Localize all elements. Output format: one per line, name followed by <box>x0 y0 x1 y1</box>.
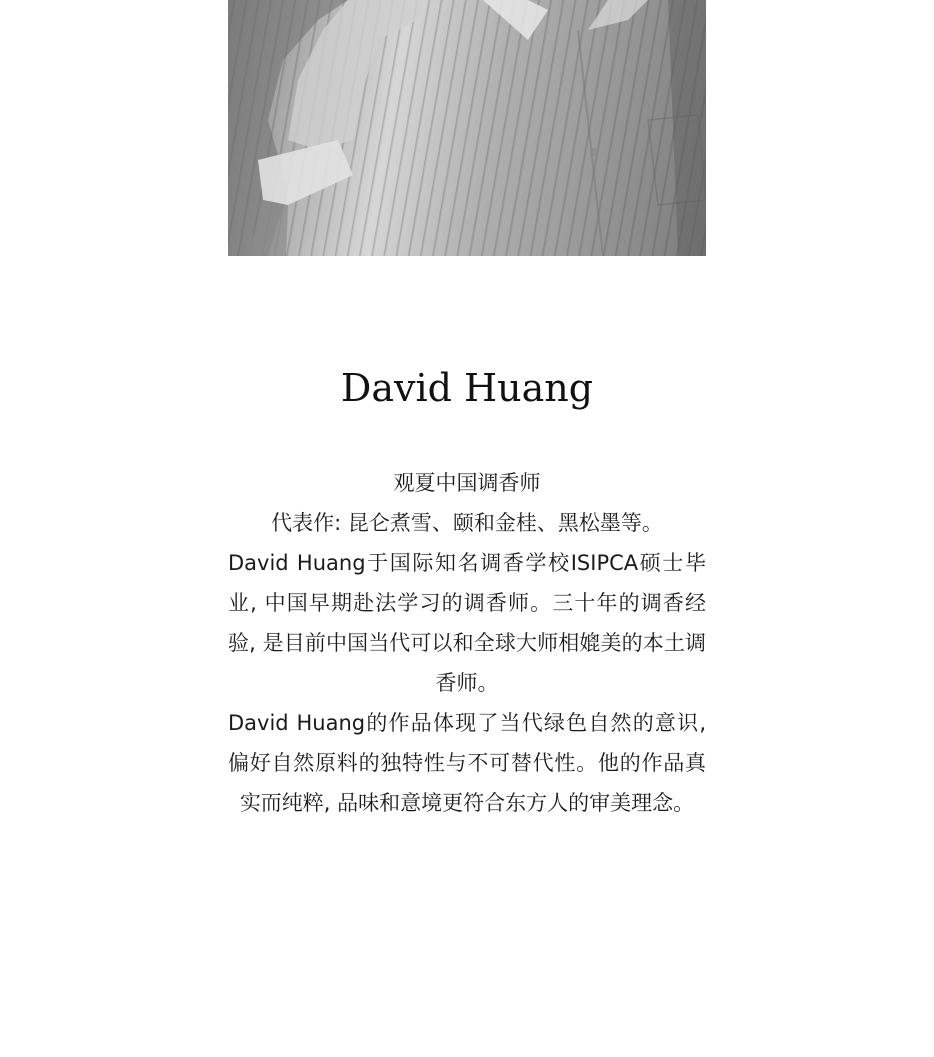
person-name: David Huang <box>340 366 594 410</box>
portrait-illustration <box>228 0 706 256</box>
bio-works: 代表作: 昆仑煮雪、颐和金桂、黑松墨等。 <box>271 511 663 535</box>
bio-text <box>228 463 706 823</box>
bio-role: 观夏中国调香师 <box>393 471 541 495</box>
bio-philosophy: David Huang的作品体现了当代绿色自然的意识, 偏好自然原料的独特性与不可替代性。他的作品真实而纯粹, 品味和意境更符合东方人的审美理念。 <box>228 711 706 815</box>
portrait-photo <box>228 0 706 256</box>
bio-education: David Huang于国际知名调香学校ISIPCA硕士毕业, 中国早期赴法学习的调香师。三十年的调香经验, 是目前中国当代可以和全球大师相媲美的本土调香师。 <box>228 551 706 695</box>
